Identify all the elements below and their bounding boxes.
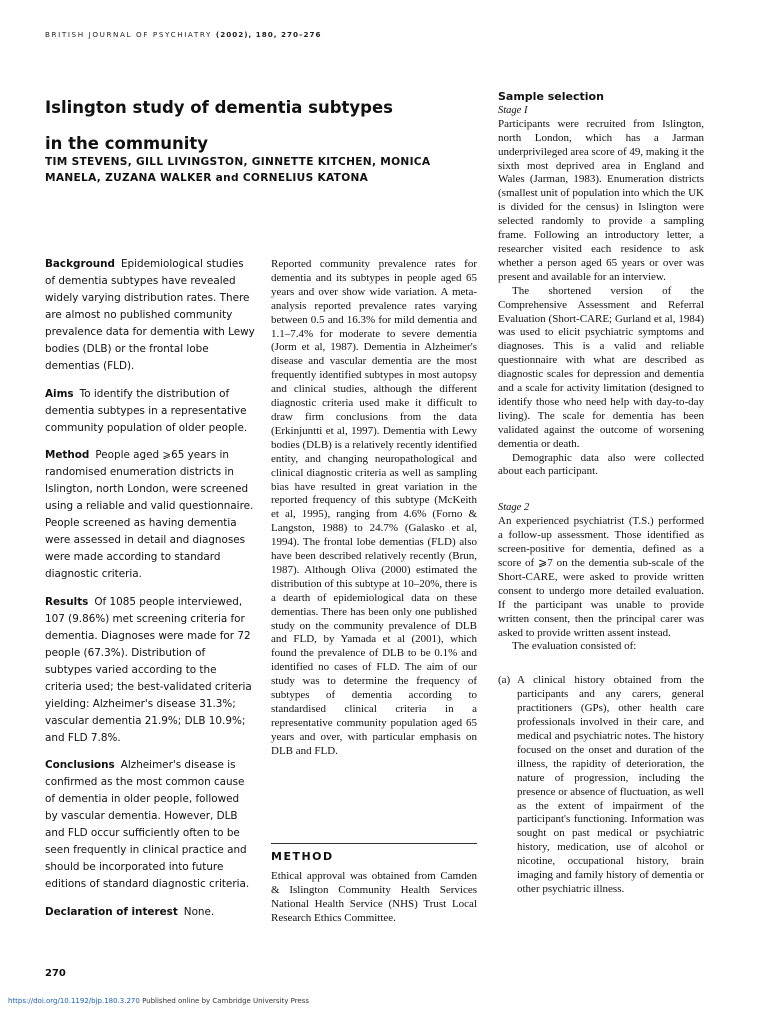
footer — [8, 997, 309, 1005]
introduction-paragraph: Reported community prevalence rates for dementia and its subtypes in people aged 65 years and over show wide variation. A meta-analysis reported prevalence rates varying between 0.5 and 16.3% for mild dementia and 1.1–7.4% for moderate to severe dementia (Jorm et al, 1987). Dementia in Alzheimer's disease and vascular dementia are the most frequently identified subtypes in most autopsy and clinical studies, although the different diagnostic criteria used make it difficult to draw firm conclusions from the data (Erkinjuntti et al, 1997). Dementia with Lewy bodies (DLB) is a relatively recently identified entity, and changing neuropathological and clinical diagnostic criteria as well as sampling bias have resulted in great variation in the reported frequency of this subtype (McKeith et al, 1995), ranging from 4.6% (Forno & Langston, 1988) to 24.7% (Galasko et al, 1994). The frontal lobe dementias (FLD) also have been described relatively recently (Brun, 1987). Although Oliva (2000) estimated the distribution of this subtype at 10–20%, there is a dearth of epidemiological data on these dementias. There has been only one published study on the community prevalence of DLB and FLD, by Yamada et al (2001), which found the prevalence of DLB to be 0.1% and identified no cases of FLD. The aim of our study was to determine the frequency of subtypes of dementia according to standardised clinical criteria in a representative community population aged 65 years and over, with particular emphasis on DLB and FLD. — [271, 258, 477, 757]
interest-label: Declaration of interest — [45, 905, 178, 918]
stage1-heading: Stage I — [498, 104, 528, 116]
conclusions-text: Alzheimer's disease is confirmed as the most common cause of dementia in older people, followed by vascular dementia. However, DLB and FLD occur sufficiently often to be seen frequently in clinical practice and should be incorporated into future editions of standard diagnostic criteria. — [45, 759, 250, 890]
background-label: Background — [45, 258, 115, 270]
method-paragraph: Ethical approval was obtained from Camden & Islington Community Health Services National Health Service (NHS) Trust Local Research Ethics Committee. — [271, 870, 477, 924]
journal-citation: (2002), 180, 270–276 — [215, 30, 322, 39]
stage2-paragraph-2: The evaluation consisted of: — [512, 640, 637, 653]
abstract-method — [45, 447, 255, 583]
aims-label: Aims — [45, 387, 74, 400]
abstract-results — [45, 594, 255, 747]
published-note: Published online by Cambridge University Press — [142, 997, 310, 1005]
method-heading: METHOD — [271, 843, 477, 863]
journal-name: BRITISH JOURNAL OF PSYCHIATRY — [45, 30, 213, 39]
list-item-text: A clinical history obtained from the participants and any carers, general practitioners (GPs), other health care professionals involved in their care, and medical and psychiatric notes. The history focused on the onset and duration of the illness, the rapidity of deterioration, the nature of progression, including the presence or absence of fluctuation, as well as the extent of impairment of the participant's functioning. Information was sought on past medical or psychiatric history, medication, use of alcohol or nicotine, occupational history, brain imaging and family history of dementia or other psychiatric illness. — [517, 674, 704, 895]
aims-text: To identify the distribution of dementia subtypes in a representative community population of older people. — [45, 387, 248, 434]
title-line-2: in the community — [45, 134, 209, 153]
sample-selection-heading: Sample selection — [498, 90, 604, 103]
author-list: TIM STEVENS, GILL LIVINGSTON, GINNETTE KITCHEN, MONICA MANELA, ZUZANA WALKER and CORNELIUS KATONA — [45, 156, 431, 184]
results-label: Results — [45, 595, 89, 608]
introduction-column — [271, 258, 477, 759]
results-text: Of 1085 people interviewed, 107 (9.86%) met screening criteria for dementia. Diagnoses were made for 72 people (67.3%). Distribution of subtypes varied according to the criteria used; the best-validated criteria yielding: Alzheimer's disease 31.3%; vascular dementia 21.9%; DLB 10.9%; and FLD 7.8%. — [45, 595, 252, 744]
stage2-heading: Stage 2 — [498, 502, 530, 514]
title-line-1: Islington study of dementia subtypes — [45, 98, 393, 117]
background-text: Epidemiological studies of dementia subtypes have revealed widely varying distribution rates. There are almost no published community prevalence data for dementia with Lewy bodies (DLB) or the frontal lobe dementias (FLD). — [45, 258, 255, 372]
abstract-background — [45, 256, 255, 375]
stage1-paragraph-2: The shortened version of the Comprehensive Assessment and Referral Evaluation (Short-CARE; Gurland et al, 1984) was used to elicit psychiatric symptoms and diagnoses. This is a valid and reliable questionnaire with what are described as diagnostic scales for depression and dementia and a scale for activity limitation (designed to identify those who need help with day-to-day living). The scale for dementia has been validated against the outcome of worsening dementia or death. — [498, 284, 704, 450]
abstract-interest — [45, 904, 255, 921]
stage2-paragraph-1: An experienced psychiatrist (T.S.) performed a follow-up assessment. Those identified as screen-positive for dementia, defined as a score of ⩾7 on the dementia sub-scale of the Short-CARE, were asked to provide written consent to undergo more detailed evaluation. If the participant was unable to provide written consent, then the principal carer was asked to provide written assent instead. — [498, 515, 704, 639]
abstract-aims — [45, 386, 255, 437]
journal-header — [45, 30, 322, 39]
abstract — [45, 256, 255, 931]
stage1-paragraph-1: Participants were recruited from Islington, north London, which has a Jarman underprivileged area score of 49, making it the sixth most deprived area in England and Wales (Jarman, 1983). Enumeration districts (smallest unit of population into which the UK is divided for the census) in Islington were selected randomly to provide a sampling frame. Following an introductory letter, a researcher visited each residence to ask whether a person aged 65 years or over was present and available for an interview. — [498, 117, 704, 283]
sample-selection-column — [498, 90, 704, 897]
list-item-marker: (a) — [498, 674, 511, 687]
interest-text: None. — [183, 905, 215, 918]
method-label: Method — [45, 449, 90, 461]
list-item — [498, 674, 704, 897]
method-text: People aged ⩾65 years in randomised enumeration districts in Islington, north London, were screened using a reliable and valid questionnaire. People screened as having dementia were assessed in detail and diagnoses were made according to standard diagnostic criteria. — [45, 449, 254, 580]
conclusions-label: Conclusions — [45, 759, 115, 771]
abstract-conclusions — [45, 757, 255, 893]
stage1-paragraph-3: Demographic data also were collected about each participant. — [498, 451, 704, 478]
article-title — [45, 90, 465, 162]
doi-link[interactable]: https://doi.org/10.1192/bjp.180.3.270 — [8, 997, 140, 1005]
page-number: 270 — [45, 968, 66, 979]
